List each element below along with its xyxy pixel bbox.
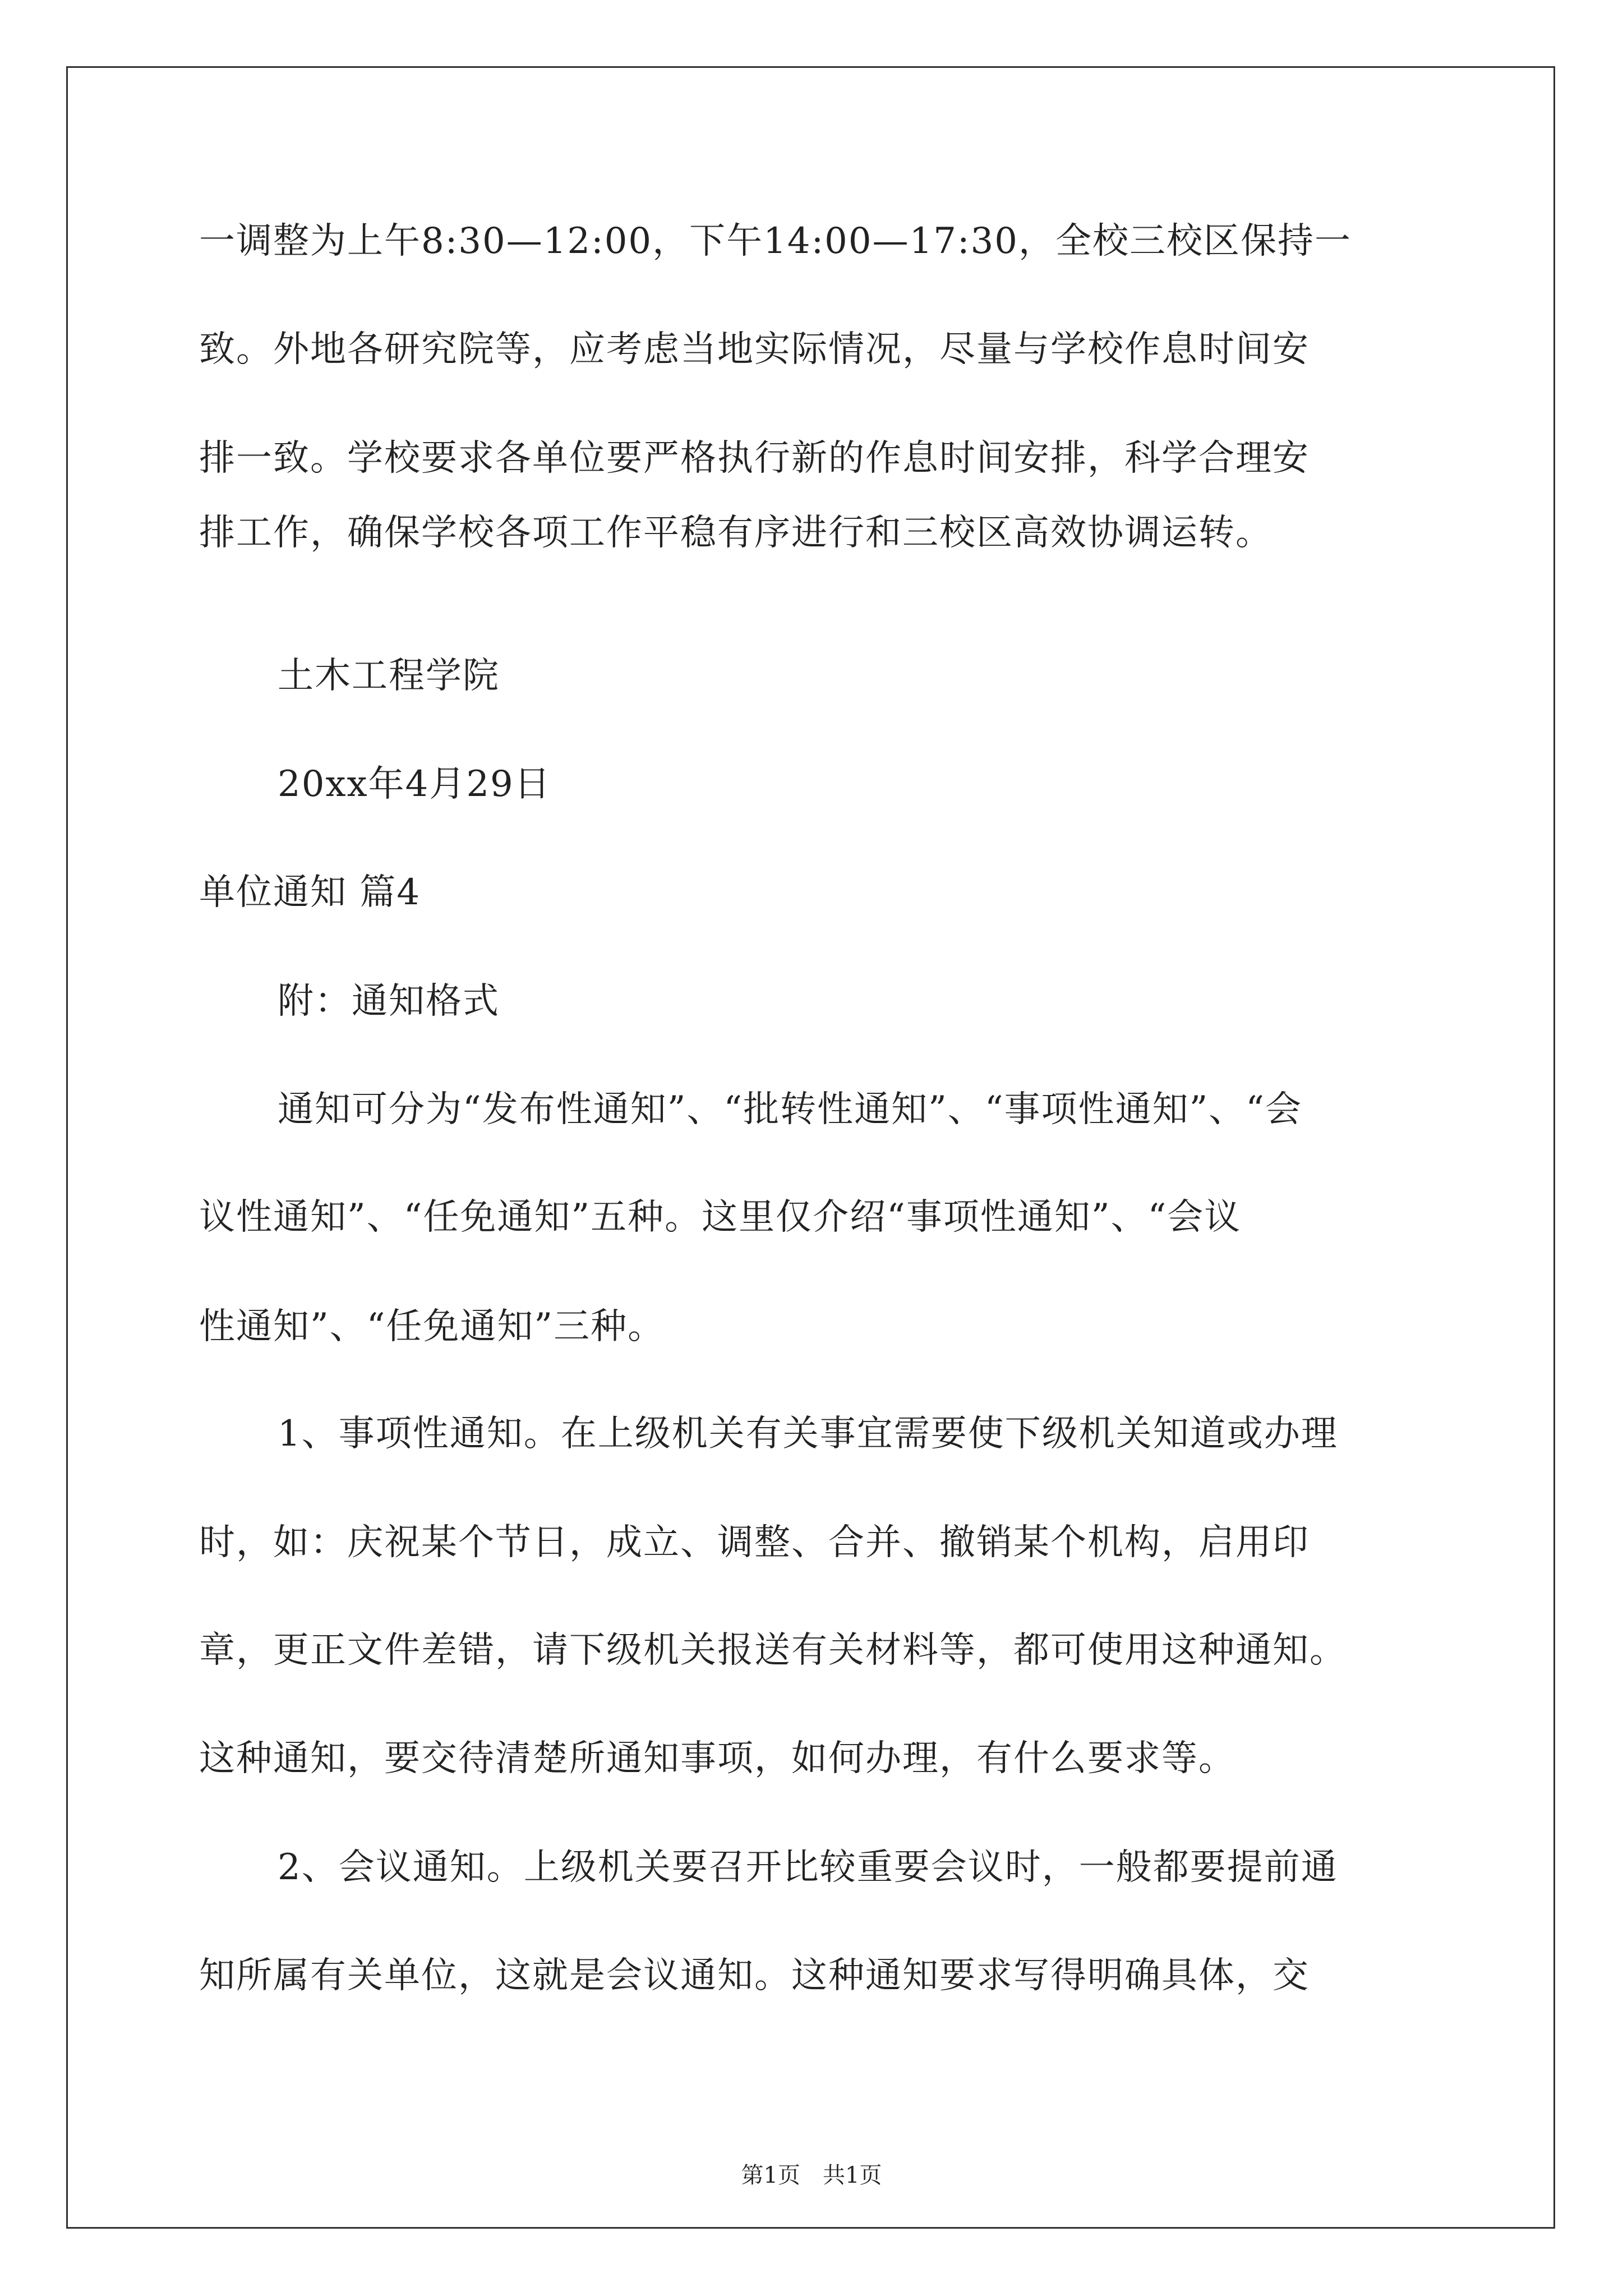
body-line: 排一致。学校要求各单位要严格执行新的作息时间安排，科学合理安 bbox=[199, 438, 1310, 479]
signature-org: 土木工程学院 bbox=[278, 655, 500, 697]
body-line: 知所属有关单位，这就是会议通知。这种通知要求写得明确具体，交 bbox=[199, 1955, 1310, 1996]
body-line: 附：通知格式 bbox=[278, 981, 500, 1022]
body-line: 1、事项性通知。在上级机关有关事宜需要使下级机关知道或办理 bbox=[278, 1413, 1338, 1455]
body-line: 通知可分为“发布性通知”、“批转性通知”、“事项性通知”、“会 bbox=[278, 1089, 1303, 1130]
section-heading: 单位通知 篇4 bbox=[199, 872, 421, 913]
body-line: 排工作，确保学校各项工作平稳有序进行和三校区高效协调运转。 bbox=[199, 512, 1272, 554]
body-line: 性通知”、“任免通知”三种。 bbox=[199, 1306, 665, 1347]
page-footer: 第1页 共1页 bbox=[741, 2162, 882, 2188]
body-line: 时，如：庆祝某个节日，成立、调整、合并、撤销某个机构，启用印 bbox=[199, 1522, 1310, 1563]
body-line: 议性通知”、“任免通知”五种。这里仅介绍“事项性通知”、“会议 bbox=[199, 1197, 1242, 1238]
body-line: 章，更正文件差错，请下级机关报送有关材料等，都可使用这种通知。 bbox=[199, 1630, 1347, 1671]
body-line: 一调整为上午8:30—12:00，下午14:00—17:30，全校三校区保持一 bbox=[199, 220, 1352, 262]
page-border bbox=[66, 66, 1555, 2229]
signature-date: 20xx年4月29日 bbox=[278, 763, 551, 805]
body-line: 致。外地各研究院等，应考虑当地实际情况，尽量与学校作息时间安 bbox=[199, 329, 1310, 370]
body-line: 2、会议通知。上级机关要召开比较重要会议时，一般都要提前通 bbox=[278, 1847, 1338, 1888]
body-line: 这种通知，要交待清楚所通知事项，如何办理，有什么要求等。 bbox=[199, 1738, 1235, 1779]
